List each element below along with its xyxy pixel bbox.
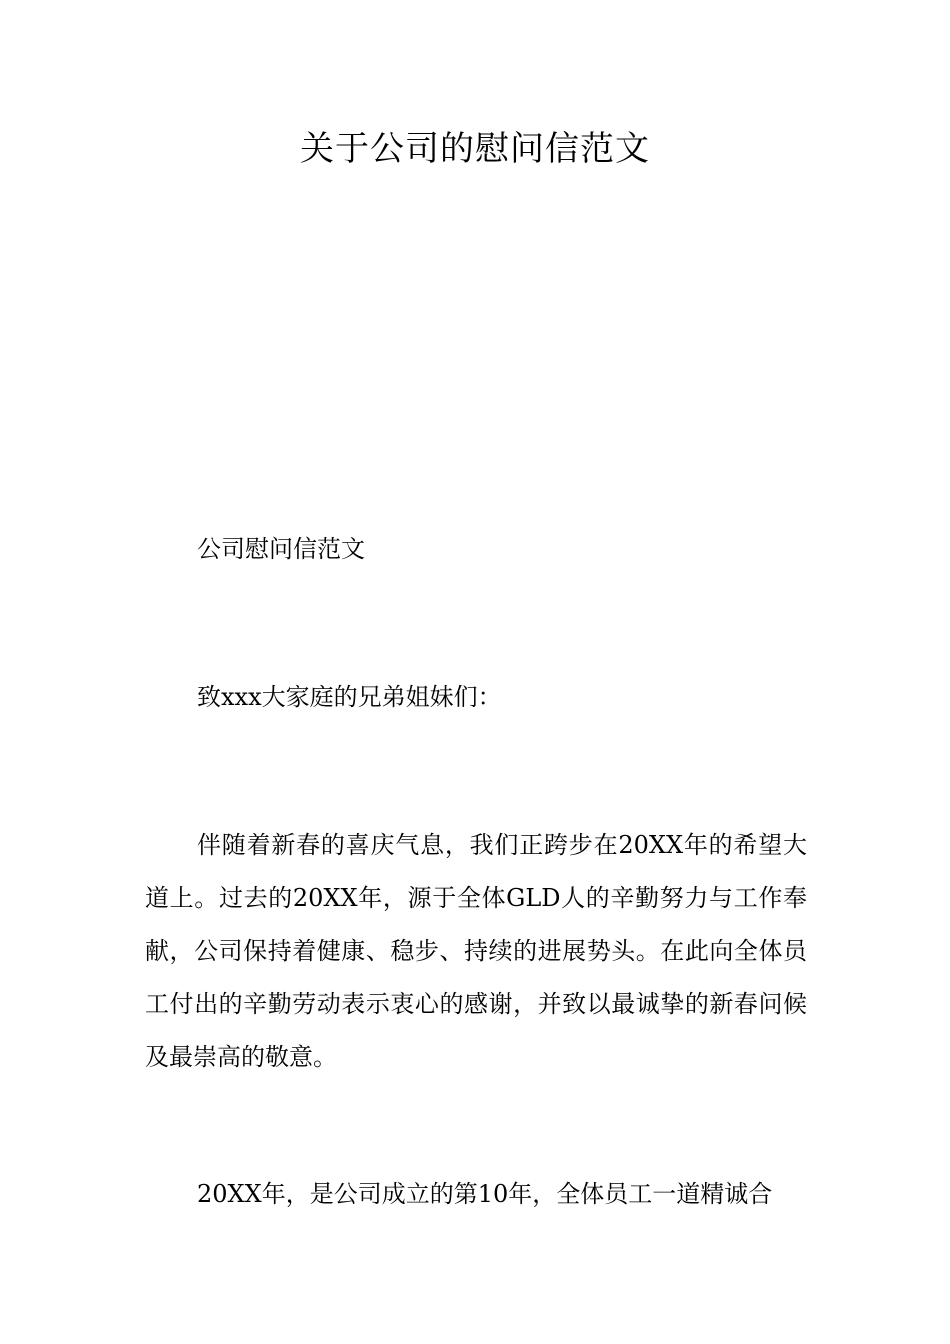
letter-salutation: 致xxx大家庭的兄弟姐妹们： (197, 683, 502, 711)
body-paragraph: 20XX年，是公司成立的第10年，全体员工一道精诚合 (197, 1180, 773, 1208)
letter-heading: 公司慰问信范文 (197, 535, 365, 563)
document-title: 关于公司的慰问信范文 (300, 129, 650, 169)
body-paragraph: 伴随着新春的喜庆气息，我们正跨步在20XX年的希望大道上。过去的20XX年，源于全体GLD人的辛勤努力与工作奉献，公司保持着健康、稳步、持续的进展势头。在此向全体员工付出的辛勤劳动表示衷心的感谢，并致以最诚挚的新春问候及最崇高的敬意。 (145, 831, 807, 1071)
